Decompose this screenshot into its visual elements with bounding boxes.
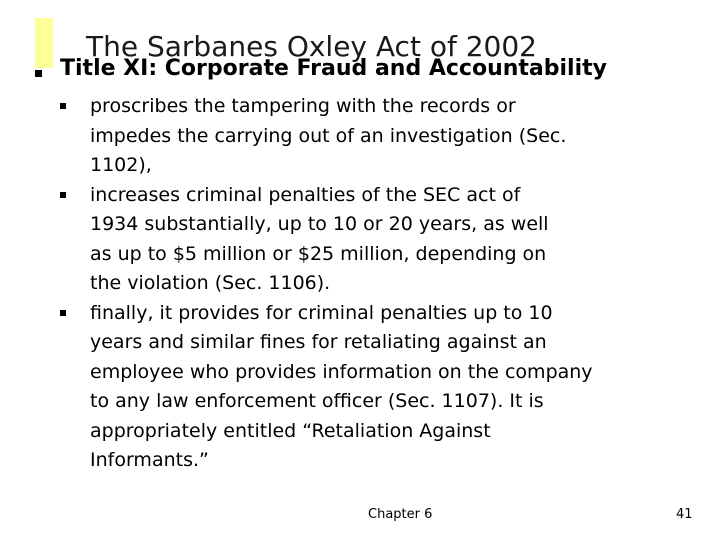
- sub-bullet-list: [90, 92, 700, 476]
- sub-bullet-item: [90, 299, 700, 476]
- square-bullet-icon: [60, 103, 66, 109]
- sub-bullet-item: [90, 181, 700, 299]
- slide-title: The Sarbanes Oxley Act of 2002: [86, 30, 537, 63]
- sub-bullet-item: [90, 92, 700, 181]
- footer-page-number: 41: [676, 507, 693, 522]
- footer-chapter: Chapter 6: [368, 507, 433, 522]
- sub-bullet-text: proscribes the tampering with the records or impedes the carrying out of an investigation (Sec. 1102),: [90, 95, 567, 176]
- title-accent-bar: [35, 18, 53, 68]
- sub-bullet-text: increases criminal penalties of the SEC act of 1934 substantially, up to 10 or 20 years, as well as up to $5 million or $25 million, depending on the violation (Sec. 1106).: [90, 183, 549, 294]
- square-bullet-icon: [60, 192, 66, 198]
- sub-bullet-text: finally, it provides for criminal penalties up to 10 years and similar fines for retaliating against an employee who provides information on the company to any law enforcement officer (Sec. 1107). It is appropriately entitled “Retaliation Against Informants.”: [90, 301, 593, 471]
- square-bullet-icon: [60, 310, 66, 316]
- square-bullet-icon: [35, 70, 42, 77]
- main-bullet-text: Title XI: Corporate Fraud and Accountability: [60, 56, 607, 81]
